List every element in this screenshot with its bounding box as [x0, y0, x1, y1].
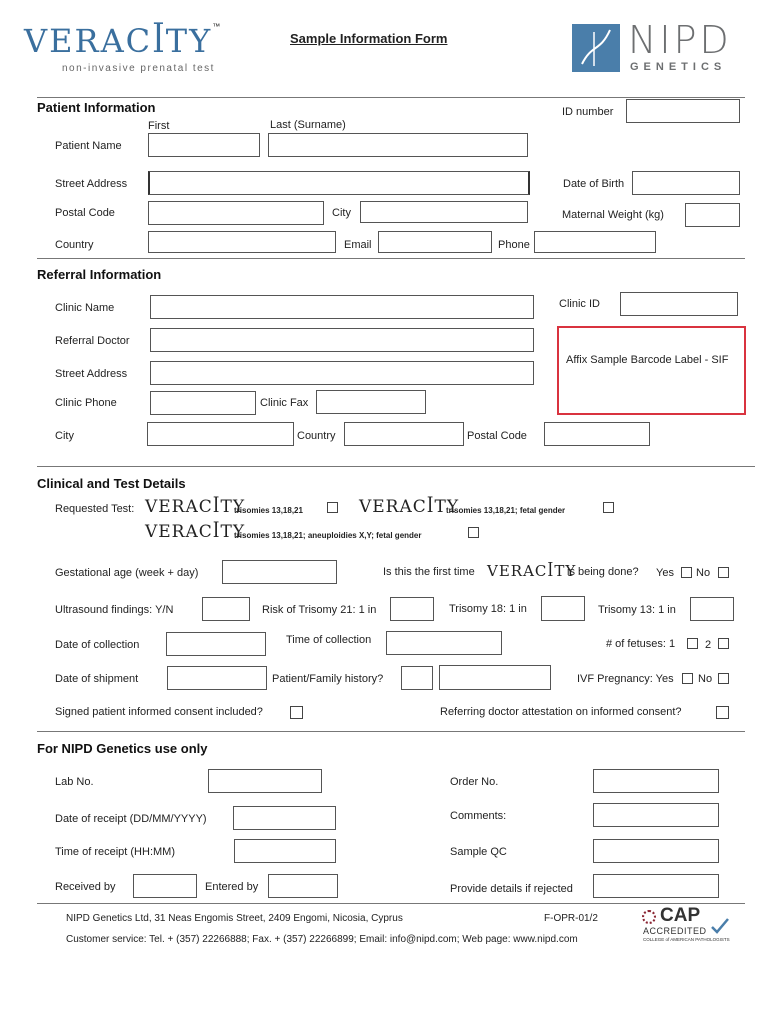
cap-accredited-text: ACCREDITED — [643, 926, 707, 936]
time-of-collection-label: Time of collection — [286, 634, 372, 646]
first-time-no-label: No — [696, 567, 711, 579]
patient-section-heading: Patient Information — [37, 100, 156, 115]
cap-college-text: COLLEGE of AMERICAN PATHOLOGISTS — [643, 937, 730, 942]
test-option-1-label: trisomies 13,18,21 — [234, 506, 303, 515]
phone-field[interactable] — [534, 231, 656, 253]
email-label: Email — [344, 239, 372, 251]
clinic-phone-label: Clinic Phone — [55, 397, 117, 409]
cap-logo-text: CAP — [660, 905, 701, 926]
first-time-no-checkbox[interactable] — [718, 567, 729, 578]
footer-contact: Customer service: Tel. + (357) 22266888; Fax. + (357) 22266899; Email: info@nipd.com; Web page: www.nipd.com — [66, 934, 578, 945]
lab-section-heading: For NIPD Genetics use only — [37, 741, 208, 756]
date-of-shipment-label: Date of shipment — [55, 673, 139, 685]
clinic-phone-field[interactable] — [150, 391, 256, 415]
family-history-flag-field[interactable] — [401, 666, 433, 690]
date-of-birth-label: Date of Birth — [563, 178, 625, 190]
street-address-label: Street Address — [55, 178, 128, 190]
family-history-details-field[interactable] — [439, 665, 551, 690]
trisomy18-field[interactable] — [541, 596, 585, 621]
fetuses-two-checkbox[interactable] — [718, 638, 729, 649]
clinic-postal-code-label: Postal Code — [467, 430, 527, 442]
cap-checkmark-icon — [710, 917, 730, 938]
clinic-city-label: City — [55, 430, 74, 442]
clinic-fax-label: Clinic Fax — [260, 397, 309, 409]
clinic-name-label: Clinic Name — [55, 302, 115, 314]
veracity-brand-text: VERAC — [145, 522, 213, 542]
lab-number-field[interactable] — [208, 769, 322, 793]
test-option-2-label: trisomies 13,18,21; fetal gender — [446, 506, 566, 515]
veracity-tagline: non-invasive prenatal test — [62, 63, 215, 74]
veracity-brand-option-3 — [145, 522, 245, 542]
sample-qc-field[interactable] — [593, 839, 719, 863]
date-of-birth-field[interactable] — [632, 171, 740, 195]
header-divider — [37, 97, 745, 98]
id-number-field[interactable] — [626, 99, 740, 123]
attestation-label: Referring doctor attestation on informed consent? — [440, 706, 682, 718]
nipd-logo-text: NIPD — [628, 18, 732, 62]
patient-name-label: Patient Name — [55, 140, 122, 152]
veracity-logo-tail: TY — [165, 22, 213, 60]
lab-number-label: Lab No. — [55, 776, 94, 788]
form-title: Sample Information Form — [290, 31, 448, 46]
trisomy13-label: Trisomy 13: 1 in — [598, 604, 676, 616]
time-of-receipt-field[interactable] — [234, 839, 336, 863]
risk-trisomy21-label: Risk of Trisomy 21: 1 in — [262, 604, 377, 616]
ultrasound-label: Ultrasound findings: Y/N — [55, 604, 174, 616]
clinical-section-heading: Clinical and Test Details — [37, 476, 186, 491]
first-time-label-start: Is this the first time — [383, 566, 475, 578]
received-by-field[interactable] — [133, 874, 197, 898]
entered-by-field[interactable] — [268, 874, 338, 898]
footer-divider — [37, 903, 745, 904]
veracity-dna-icon: ꟾ — [426, 497, 435, 517]
barcode-label-area — [557, 326, 746, 415]
veracity-brand-tail: TY — [220, 497, 246, 517]
barcode-label-text: Affix Sample Barcode Label - SIF — [566, 354, 729, 366]
veracity-logo-dna-icon: ꟾ — [152, 22, 166, 60]
cap-accredited-logo — [642, 907, 732, 945]
consent-label: Signed patient informed consent included? — [55, 706, 263, 718]
time-of-receipt-label: Time of receipt (HH:MM) — [55, 846, 175, 858]
first-name-label: First — [148, 120, 170, 132]
last-name-field[interactable] — [268, 133, 528, 157]
veracity-brand-inline — [487, 562, 576, 580]
test-option-3-label: trisomies 13,18,21; aneuploidies X,Y; fetal gender — [234, 531, 422, 540]
clinic-fax-field[interactable] — [316, 390, 426, 414]
details-rejected-label: Provide details if rejected — [450, 883, 573, 895]
attestation-checkbox[interactable] — [716, 706, 729, 719]
entered-by-label: Entered by — [205, 881, 259, 893]
consent-checkbox[interactable] — [290, 706, 303, 719]
family-history-label: Patient/Family history? — [272, 673, 384, 685]
referral-doctor-field[interactable] — [150, 328, 534, 352]
ultrasound-field[interactable] — [202, 597, 250, 621]
footer-form-code: F-OPR-01/2 — [544, 913, 598, 924]
clinic-id-field[interactable] — [620, 292, 738, 316]
ivf-yes-checkbox[interactable] — [682, 673, 693, 684]
clinic-city-field[interactable] — [147, 422, 294, 446]
nipd-logo — [572, 18, 744, 76]
country-field[interactable] — [148, 231, 336, 253]
date-of-collection-label: Date of collection — [55, 639, 140, 651]
details-rejected-field[interactable] — [593, 874, 719, 898]
clinic-id-label: Clinic ID — [559, 298, 600, 310]
veracity-brand-tail: TY — [554, 562, 577, 580]
first-time-label-end: is being done? — [567, 566, 639, 578]
id-number-label: ID number — [562, 106, 614, 118]
veracity-dna-icon: ꟾ — [212, 497, 221, 517]
clinic-country-label: Country — [297, 430, 336, 442]
veracity-brand-option-1 — [145, 497, 245, 517]
patient-divider — [37, 258, 745, 259]
received-by-label: Received by — [55, 881, 116, 893]
cap-seal-icon — [642, 910, 656, 924]
ivf-pregnancy-label: IVF Pregnancy: Yes — [577, 673, 674, 685]
comments-label: Comments: — [450, 810, 507, 822]
clinic-street-address-field[interactable] — [150, 361, 534, 385]
date-of-collection-field[interactable] — [166, 632, 266, 656]
test-option-3-checkbox[interactable] — [468, 527, 479, 538]
veracity-brand-text: VERAC — [359, 497, 427, 517]
last-name-label: Last (Surname) — [270, 119, 346, 131]
trisomy13-field[interactable] — [690, 597, 734, 621]
veracity-brand-tail: TY — [434, 497, 460, 517]
gestational-age-label: Gestational age (week + day) — [55, 567, 199, 579]
veracity-brand-text: VERAC — [145, 497, 213, 517]
email-field[interactable] — [378, 231, 492, 253]
requested-test-label: Requested Test: — [55, 503, 135, 515]
test-option-2-checkbox[interactable] — [603, 502, 614, 513]
first-name-field[interactable] — [148, 133, 260, 157]
order-number-label: Order No. — [450, 776, 499, 788]
trisomy18-label: Trisomy 18: 1 in — [449, 603, 527, 615]
sample-qc-label: Sample QC — [450, 846, 507, 858]
gestational-age-field[interactable] — [222, 560, 337, 584]
date-of-receipt-label: Date of receipt (DD/MM/YYYY) — [55, 813, 207, 825]
referral-divider — [37, 466, 755, 467]
country-label: Country — [55, 239, 94, 251]
clinical-divider — [37, 731, 745, 732]
veracity-dna-icon: ꟾ — [547, 562, 555, 580]
veracity-brand-option-2 — [359, 497, 459, 517]
city-field[interactable] — [360, 201, 528, 223]
postal-code-field[interactable] — [148, 201, 324, 225]
test-option-1-checkbox[interactable] — [327, 502, 338, 513]
referral-doctor-label: Referral Doctor — [55, 335, 130, 347]
postal-code-label: Postal Code — [55, 207, 115, 219]
date-of-receipt-field[interactable] — [233, 806, 336, 830]
city-label: City — [332, 207, 351, 219]
maternal-weight-label: Maternal Weight (kg) — [562, 209, 664, 221]
comments-field[interactable] — [593, 803, 719, 827]
risk-trisomy21-field[interactable] — [390, 597, 434, 621]
street-address-field[interactable] — [148, 171, 530, 195]
veracity-brand-tail: TY — [220, 522, 246, 542]
phone-label: Phone — [498, 239, 530, 251]
veracity-brand-text: VERAC — [487, 562, 548, 580]
time-of-collection-field[interactable] — [386, 631, 502, 655]
clinic-country-field[interactable] — [344, 422, 464, 446]
fetuses-label: # of fetuses: 1 — [606, 638, 676, 650]
first-time-yes-label: Yes — [656, 567, 674, 579]
veracity-logo-text: VERAC — [24, 22, 153, 60]
trademark-symbol: ™ — [212, 22, 221, 31]
clinic-name-field[interactable] — [150, 295, 534, 319]
footer-address: NIPD Genetics Ltd, 31 Neas Engomis Street, 2409 Engomi, Nicosia, Cyprus — [66, 913, 403, 924]
first-time-yes-checkbox[interactable] — [681, 567, 692, 578]
maternal-weight-field[interactable] — [685, 203, 740, 227]
referral-section-heading: Referral Information — [37, 267, 162, 282]
ivf-no-checkbox[interactable] — [718, 673, 729, 684]
clinic-street-address-label: Street Address — [55, 368, 128, 380]
veracity-logo — [24, 22, 220, 60]
nipd-logo-sub: GENETICS — [630, 61, 727, 73]
fetuses-one-checkbox[interactable] — [687, 638, 698, 649]
date-of-shipment-field[interactable] — [167, 666, 267, 690]
veracity-dna-icon: ꟾ — [212, 522, 221, 542]
nipd-logo-mark-icon — [572, 24, 620, 72]
ivf-no-label: No — [698, 673, 713, 685]
order-number-field[interactable] — [593, 769, 719, 793]
clinic-postal-code-field[interactable] — [544, 422, 650, 446]
fetuses-two-label: 2 — [705, 639, 712, 651]
